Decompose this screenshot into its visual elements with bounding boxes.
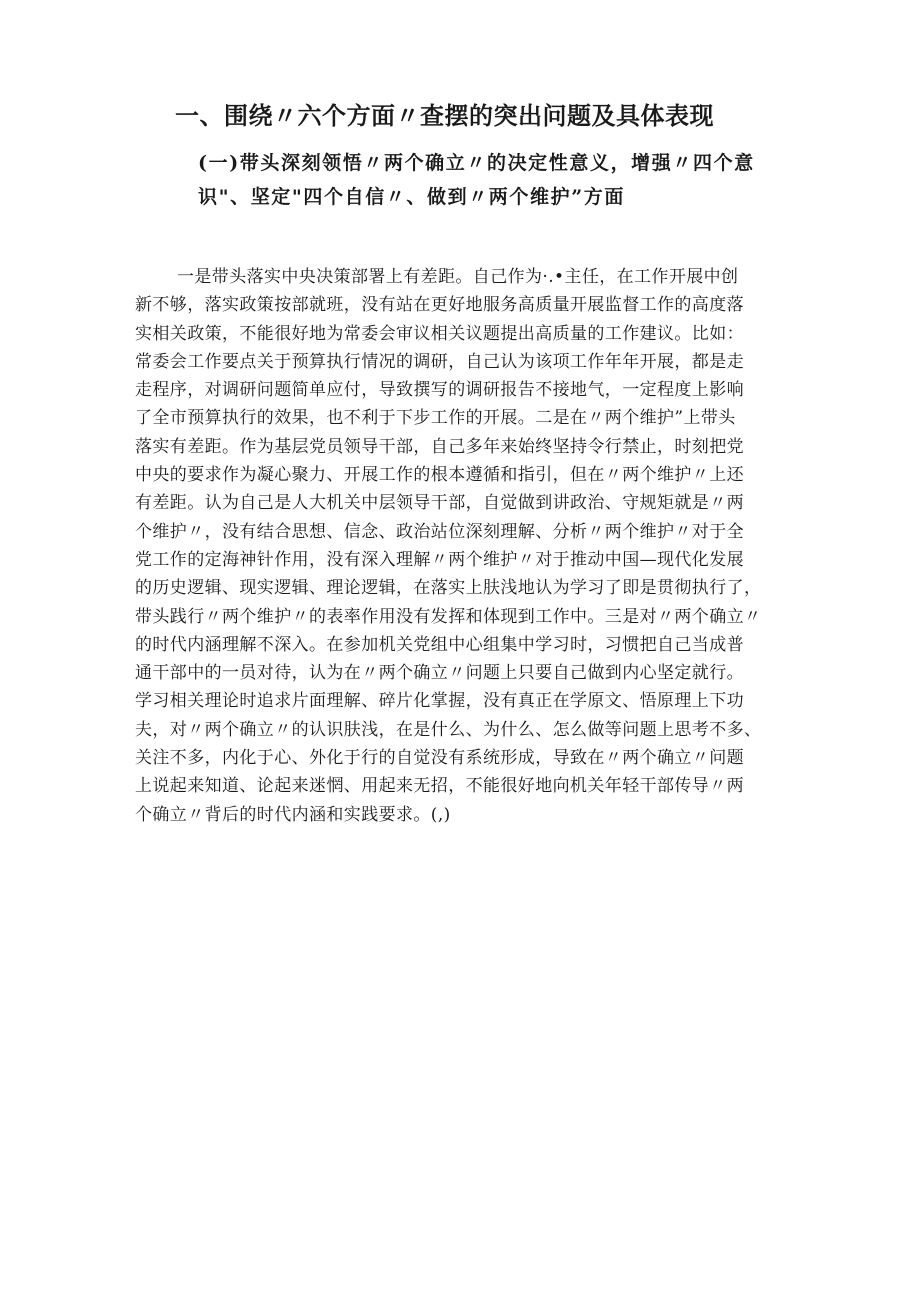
body-paragraph xyxy=(135,263,800,829)
subsection-heading-line: 识"、坚定"四个自信〃、做到〃两个维护”方面 xyxy=(198,186,625,208)
paragraph-line: 走程序，对调研问题简单应付，导致撰写的调研报告不接地气，一定程度上影响 xyxy=(135,380,744,401)
paragraph-line: 的历史逻辑、现实逻辑、理论逻辑，在落实上肤浅地认为学习了即是贯彻执行了， xyxy=(135,578,762,599)
paragraph-line: 有差距。认为自己是人大机关中层领导干部，自觉做到讲政治、守规矩就是〃两 xyxy=(135,493,744,514)
paragraph-line: 实相关政策，不能很好地为常委会审议相关议题提出高质量的工作建议。比如： xyxy=(135,323,744,344)
subsection-heading-line: (一)带头深刻领悟〃两个确立〃的决定性意义，增强〃四个意 xyxy=(198,152,755,174)
paragraph-line: 个确立〃背后的时代内涵和实践要求。(,) xyxy=(135,804,451,825)
paragraph-line: 一是带头落实中央决策部署上有差距。自己作为·.•主任，在工作开展中创 xyxy=(177,267,739,287)
paragraph-line: 带头践行〃两个维护〃的表率作用没有发挥和体现到工作中。三是对〃两个确立〃 xyxy=(135,606,762,627)
paragraph-line: 落实有差距。作为基层党员领导干部，自己多年来始终坚持令行禁止，时刻把党 xyxy=(135,436,744,457)
paragraph-line: 了全市预算执行的效果，也不利于下步工作的开展。二是在〃两个维护”上带头 xyxy=(135,408,736,429)
paragraph-line: 夫，对〃两个确立〃的认识肤浅，在是什么、为什么、怎么做等问题上思考不多、 xyxy=(135,719,762,740)
paragraph-line: 的时代内涵理解不深入。在参加机关党组中心组集中学习时，习惯把自己当成普 xyxy=(135,634,744,655)
paragraph-line: 上说起来知道、论起来迷惘、用起来无招，不能很好地向机关年轻干部传导〃两 xyxy=(135,776,744,797)
paragraph-line: 学习相关理论时追求片面理解、碎片化掌握，没有真正在学原文、悟原理上下功 xyxy=(135,691,744,712)
paragraph-line: 个维护〃，没有结合思想、信念、政治站位深刻理解、分析〃两个维护〃对于全 xyxy=(135,521,744,542)
subsection-heading xyxy=(135,146,795,214)
paragraph-line: 常委会工作要点关于预算执行情况的调研，自己认为该项工作年年开展，都是走 xyxy=(135,351,744,372)
paragraph-line: 通干部中的一员对待，认为在〃两个确立〃问题上只要自己做到内心坚定就行。 xyxy=(135,663,744,684)
paragraph-line: 党工作的定海神针作用，没有深入理解〃两个维护〃对于推动中国—现代化发展 xyxy=(135,549,744,570)
paragraph-line: 新不够，落实政策按部就班，没有站在更好地服务高质量开展监督工作的高度落 xyxy=(135,295,744,316)
section-heading: 一、围绕〃六个方面〃查摆的突出问题及具体表现 xyxy=(175,102,714,130)
paragraph-line: 中央的要求作为凝心聚力、开展工作的根本遵循和指引，但在〃两个维护〃上还 xyxy=(135,465,744,486)
paragraph-line: 关注不多，内化于心、外化于行的自觉没有系统形成，导致在〃两个确立〃问题 xyxy=(135,748,744,769)
